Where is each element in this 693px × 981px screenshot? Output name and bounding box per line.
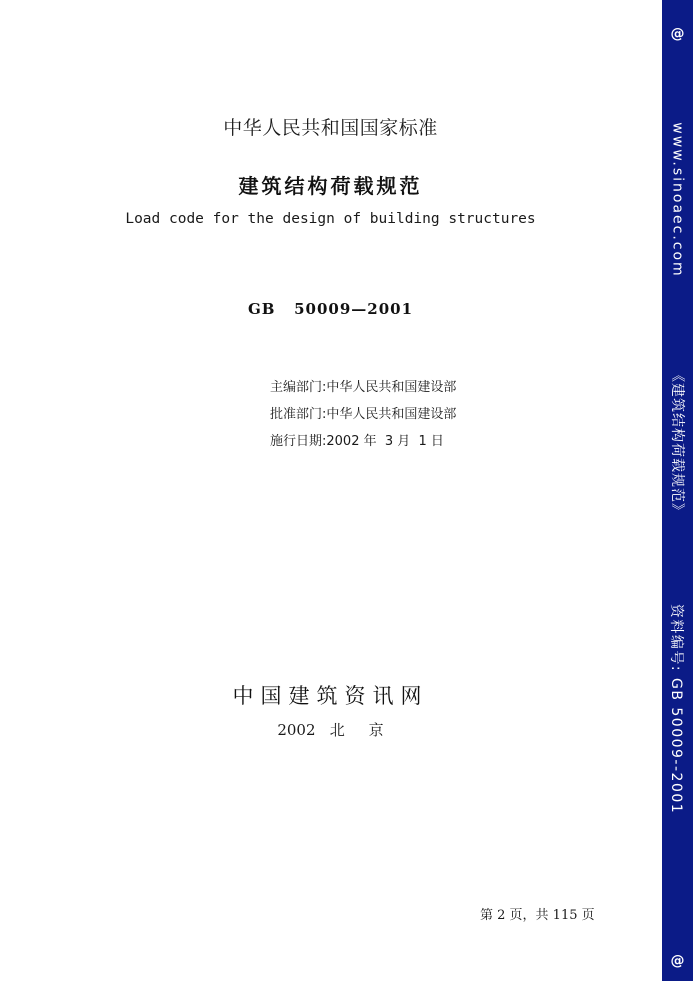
sidebar-doc-number bbox=[662, 585, 693, 833]
chief-editor-department: 主编部门:中华人民共和国建设部 bbox=[270, 380, 457, 395]
publisher: 中国建筑资讯网 bbox=[232, 684, 429, 708]
national-standard-header: 中华人民共和国国家标准 bbox=[223, 117, 438, 139]
effective-date: 施行日期:2002 年 3 月 1 日 bbox=[270, 434, 444, 449]
at-symbol-icon: @ bbox=[670, 953, 685, 969]
issuing-info bbox=[270, 374, 456, 455]
sidebar-book-title bbox=[662, 358, 693, 528]
sidebar-book-title-text: 《建筑结构荷载规范》 bbox=[668, 368, 685, 518]
english-title: Load code for the design of building structures bbox=[125, 211, 536, 227]
standard-code: GB 50009—2001 bbox=[247, 300, 414, 318]
page-number: 第 2 页，共 115 页 bbox=[480, 908, 595, 923]
sidebar-doc-number-text: 资料编号: GB 50009--2001 bbox=[668, 603, 685, 815]
approval-department: 批准部门:中华人民共和国建设部 bbox=[270, 407, 457, 422]
watermark-sidebar bbox=[662, 0, 693, 981]
document-title: 建筑结构荷载规范 bbox=[238, 174, 423, 198]
at-symbol-icon: @ bbox=[670, 26, 685, 42]
sidebar-url bbox=[662, 120, 693, 280]
sidebar-url-text: www.sinoaec.com bbox=[669, 122, 686, 278]
publication-place-date: 2002 北 京 bbox=[277, 721, 384, 739]
